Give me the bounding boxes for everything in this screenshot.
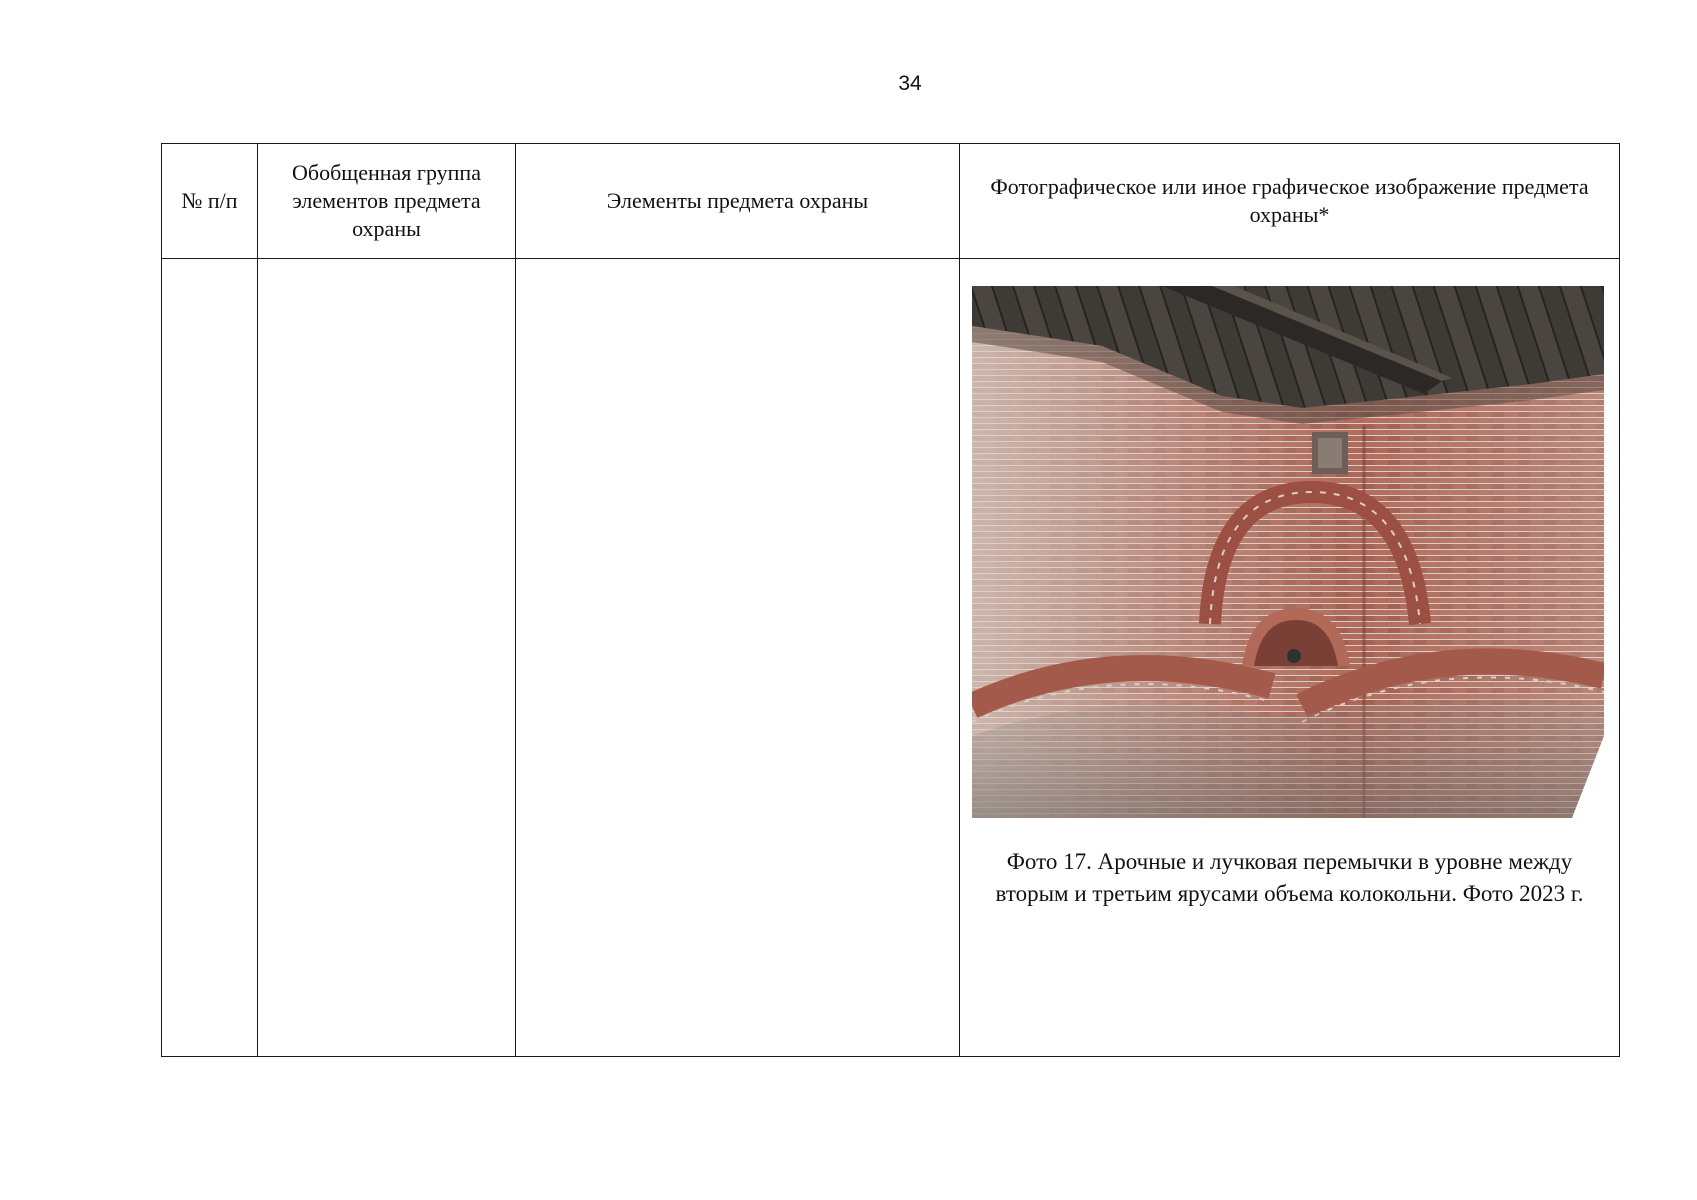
header-photo: Фотографическое или иное графическое изображение предмета охраны* — [960, 144, 1620, 259]
cell-group — [258, 259, 516, 1057]
protection-elements-table — [161, 143, 1620, 1057]
cell-elements — [516, 259, 960, 1057]
page-number: 34 — [898, 72, 922, 95]
header-elements: Элементы предмета охраны — [516, 144, 960, 259]
header-num: № п/п — [162, 144, 258, 259]
header-group: Обобщенная группа элементов предмета охраны — [258, 144, 516, 259]
photo-caption: Фото 17. Арочные и лучковая перемычки в уровне между вторым и третьим ярусами объема колокольни. Фото 2023 г. — [995, 849, 1584, 906]
photo-brick-arches — [972, 286, 1604, 818]
table-row — [162, 259, 1620, 1057]
cell-photo — [960, 259, 1620, 1057]
cell-num — [162, 259, 258, 1057]
table-header-row — [162, 144, 1620, 259]
